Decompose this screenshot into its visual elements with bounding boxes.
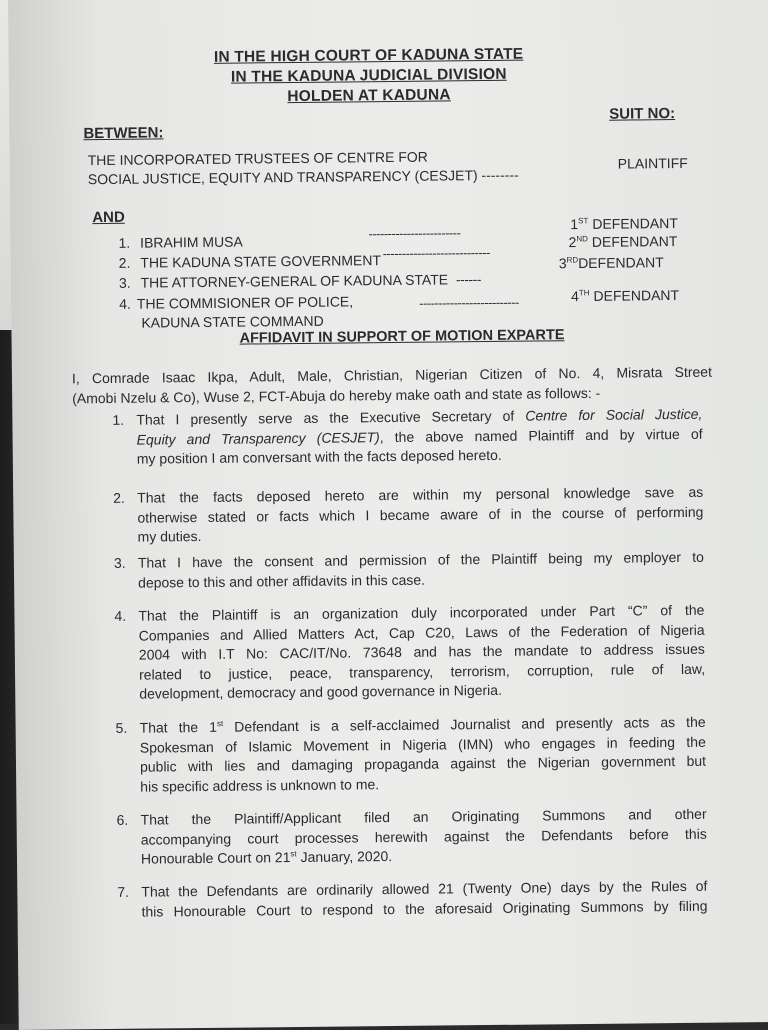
intro-line-2: (Amobi Nzelu & Co), Wuse 2, FCT-Abuja do hereby make oath and state as follows: - — [72, 384, 601, 406]
defendant-4 — [119, 292, 353, 332]
paragraph-line: depose to this and other affidavits in this case. — [138, 571, 426, 591]
defendant-name: THE KADUNA STATE GOVERNMENT — [140, 252, 382, 271]
defendant-1 — [118, 234, 242, 251]
defendant-2-dashes: ---------------------------- — [382, 244, 490, 262]
paragraph-line: related to justice, peace, transparency, terrorism, corruption, rule of law, — [138, 660, 706, 683]
defendant-name: THE ATTORNEY-GENERAL OF KADUNA STATE — [140, 271, 449, 291]
plaintiff-line-2: SOCIAL JUSTICE, EQUITY AND TRANSPARENCY (CESJET) -------- — [87, 166, 519, 188]
and-label: AND — [92, 208, 125, 227]
paragraph-line: Spokesman of Islamic Movement in Nigeria (IMN) who engages in feeding the — [139, 733, 706, 756]
document-content — [69, 43, 719, 920]
paragraph-2 — [73, 483, 713, 545]
defendant-number: 3. — [118, 274, 131, 291]
paragraph-line: his specific address is unknown to me. — [140, 775, 380, 795]
court-line-2: IN THE KADUNA JUDICIAL DIVISION — [230, 65, 507, 86]
paragraph-7 — [77, 877, 717, 920]
defendant-4-role: 4TH DEFENDANT — [571, 286, 680, 305]
paragraph-line: public with lies and damaging propaganda against the Nigerian government but — [139, 752, 707, 775]
defendant-number: 1. — [118, 234, 131, 251]
paragraph-line: this Honourable Court to respond to the aforesaid Originating Summons by filing — [141, 897, 708, 920]
intro-paragraph — [72, 363, 712, 409]
paragraph-line: Companies and Allied Matters Act, Cap C20, Laws of the Federation of Nigeria — [138, 621, 705, 644]
defendant-name-2: KADUNA STATE COMMAND — [141, 312, 324, 331]
paragraph-line: accompanying court processes herewith against the Defendants before this — [140, 825, 707, 848]
paragraph-line: That the Plaintiff is an organization duly incorporated under Part “C” of the — [138, 601, 705, 624]
plaintiff-line-1: THE INCORPORATED TRUSTEES OF CENTRE FOR — [87, 148, 428, 169]
defendant-1-role: 1ST DEFENDANT — [570, 214, 678, 233]
paragraph-line: That the Plaintiff/Applicant filed an Originating Summons and other — [140, 805, 707, 828]
court-heading — [129, 44, 610, 109]
plaintiff-block — [88, 147, 519, 190]
paragraph-4 — [74, 601, 714, 702]
paragraph-line: That the 1st Defendant is a self-acclaimed Journalist and presently acts as the — [139, 713, 706, 736]
paragraph-line: development, democracy and good governance in Nigeria. — [139, 681, 503, 702]
suit-no-label: SUIT NO: — [609, 105, 676, 123]
paragraph-number: 1. — [112, 411, 125, 428]
paragraph-line: That I have the consent and permission of the Plaintiff being my employer to — [137, 548, 704, 571]
defendant-number: 4. — [119, 295, 131, 312]
paragraph-line: Honourable Court on 21st January, 2020. — [140, 848, 393, 867]
paragraph-number: 5. — [115, 719, 128, 736]
defendant-3-role: 3RDDEFENDANT — [558, 254, 664, 272]
paragraph-line: my position I am conversant with the facts deposed hereto. — [136, 446, 502, 467]
paragraph-5 — [76, 713, 716, 795]
paragraph-6 — [76, 805, 716, 867]
intro-line-1: I, Comrade Isaac Ikpa, Adult, Male, Christian, Nigerian Citizen of No. 4, Misrata Street — [71, 363, 713, 387]
affidavit-title: AFFIDAVIT IN SUPPORT OF MOTION EXPARTE — [239, 327, 565, 347]
plaintiff-role: PLAINTIFF — [617, 154, 688, 172]
paragraph-line: otherwise stated or facts which I became aware of in the course of performing — [137, 503, 704, 526]
paragraph-line: That I presently serve as the Executive Secretary of Centre for Social Justice, — [136, 405, 703, 428]
paragraph-number: 2. — [113, 489, 125, 506]
paragraph-number: 6. — [116, 811, 129, 828]
paragraph-line: That the Defendants are ordinarily allowed 21 (Twenty One) days by the Rules of — [141, 877, 708, 900]
paragraph-number: 3. — [113, 554, 126, 571]
court-line-3: HOLDEN AT KADUNA — [287, 86, 451, 106]
defendant-2 — [119, 252, 381, 271]
paragraph-line: Equity and Transparency (CESJET), the above named Plaintiff and by virtue of — [136, 425, 703, 448]
paragraph-line: my duties. — [137, 528, 202, 545]
paragraph-line: That the facts deposed hereto are within my personal knowledge save as — [137, 483, 704, 506]
paragraph-number: 4. — [114, 607, 127, 624]
between-label: BETWEEN: — [83, 124, 164, 143]
defendant-name: IBRAHIM MUSA — [140, 233, 243, 251]
document-page — [8, 0, 768, 1030]
paragraph-3 — [74, 548, 714, 591]
paragraph-number: 7. — [117, 883, 130, 900]
defendant-2-role: 2ND DEFENDANT — [568, 233, 678, 251]
paragraph-line: 2004 with I.T No: CAC/IT/No. 73648 and has the mandate to address issues — [138, 640, 705, 663]
court-line-1: IN THE HIGH COURT OF KADUNA STATE — [213, 45, 524, 66]
defendant-number: 2. — [118, 254, 131, 271]
defendant-name: THE COMMISIONER OF POLICE, — [136, 293, 354, 312]
defendant-3-dashes: ------ — [455, 271, 482, 288]
defendant-1-dashes: ------------------------ — [368, 225, 461, 242]
defendant-4-dashes: -------------------------- — [419, 294, 519, 311]
defendant-3 — [119, 271, 481, 291]
